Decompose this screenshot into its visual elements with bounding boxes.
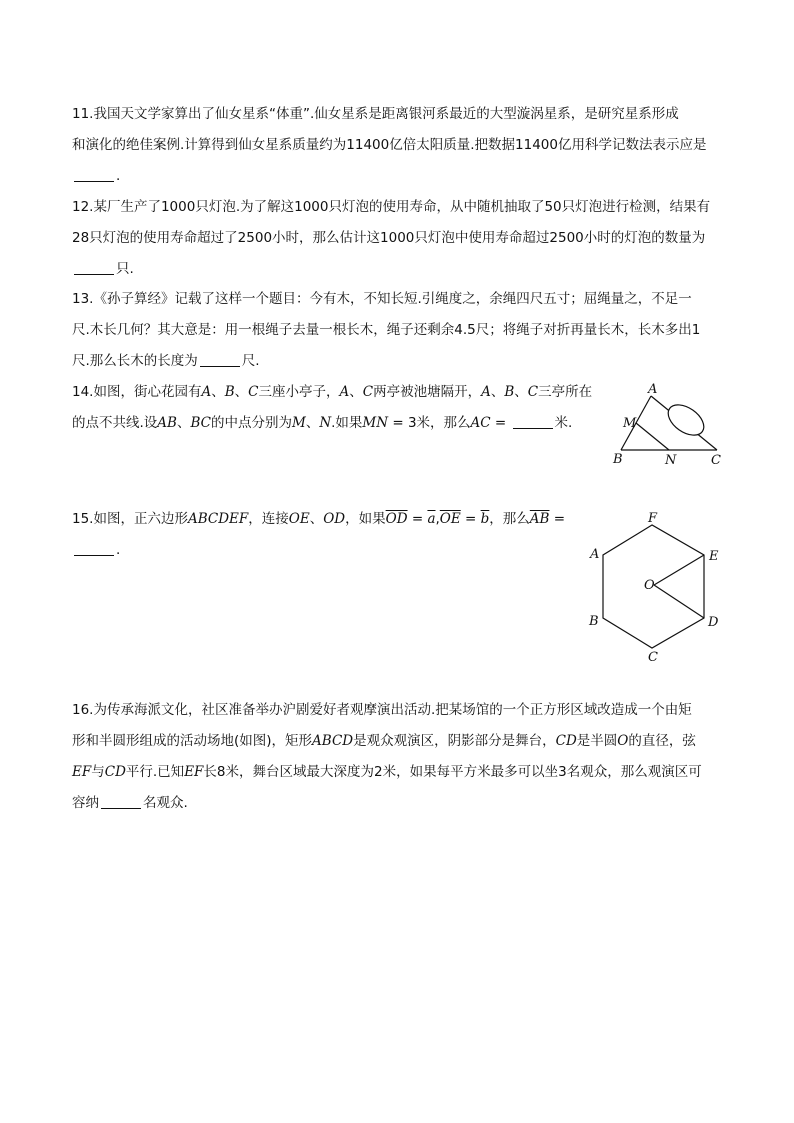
answer-blank[interactable] bbox=[74, 260, 114, 275]
question-12-line-2: 28只灯泡的使用寿命超过了2500小时，那么估计这1000只灯泡中使用寿命超过2500小时的灯泡的数量为 bbox=[72, 230, 706, 246]
question-16-line-2: 形和半圆形组成的活动场地(如图)，矩形ABCD是观众观演区，阴影部分是舞台，CD是半圆O的直径，弦 bbox=[72, 733, 696, 749]
question-14-line-1: 14.如图，街心花园有A、B、C三座小亭子，A、C两亭被池塘隔开，A、B、C三亭所在 bbox=[72, 384, 593, 400]
label-m: M bbox=[623, 416, 637, 431]
triangle-pond-figure bbox=[605, 380, 735, 470]
label-d: D bbox=[708, 615, 719, 630]
label-e: E bbox=[709, 549, 719, 564]
question-16-line-3: EF与CD平行.已知EF长8米，舞台区域最大深度为2米，如果每平方米最多可以坐3名观众，那么观演区可 bbox=[72, 764, 702, 780]
question-13-line-2: 尺.木长几何？其大意是：用一根绳子去量一根长木，绳子还剩余4.5尺；将绳子对折再量长木，长木多出1 bbox=[72, 322, 701, 338]
label-b: B bbox=[613, 452, 623, 467]
question-14-line-2: 的点不共线.设AB、BC的中点分别为M、N.如果MN = 3米，那么AC = 米. bbox=[72, 415, 573, 431]
segment-oe bbox=[654, 555, 704, 585]
question-12-line-1: 12.某厂生产了1000只灯泡.为了解这1000只灯泡的使用寿命，从中随机抽取了50只灯泡进行检测，结果有 bbox=[72, 199, 711, 215]
answer-blank[interactable] bbox=[200, 352, 240, 367]
pond-shape bbox=[663, 399, 710, 442]
question-14 bbox=[72, 377, 592, 439]
question-13 bbox=[72, 284, 700, 377]
answer-blank[interactable] bbox=[101, 794, 141, 809]
question-15 bbox=[72, 504, 565, 566]
question-12 bbox=[72, 192, 710, 285]
label-b: B bbox=[589, 614, 599, 629]
label-c: C bbox=[648, 650, 658, 665]
question-13-line-3: 尺.那么长木的长度为 尺. bbox=[72, 353, 260, 369]
question-11 bbox=[72, 99, 706, 192]
label-c: C bbox=[711, 453, 721, 468]
label-o: O bbox=[644, 578, 655, 593]
question-16-line-1: 16.为传承海派文化，社区准备举办沪剧爱好者观摩演出活动.把某场馆的一个正方形区域改造成一个由矩 bbox=[72, 702, 692, 718]
question-16-line-4: 容纳 名观众. bbox=[72, 795, 188, 811]
question-15-line-2: . bbox=[72, 535, 565, 566]
hexagon-figure bbox=[582, 508, 732, 668]
question-13-line-1: 13.《孙子算经》记载了这样一个题目：今有木，不知长短.引绳度之，余绳四尺五寸；屈绳量之，不足一 bbox=[72, 291, 692, 307]
question-12-line-3: 只. bbox=[72, 254, 710, 285]
label-f: F bbox=[648, 511, 658, 526]
answer-blank[interactable] bbox=[74, 167, 114, 182]
label-a: A bbox=[590, 547, 600, 562]
answer-blank[interactable] bbox=[513, 414, 553, 429]
question-11-line-1: 11.我国天文学家算出了仙女星系“体重”.仙女星系是距离银河系最近的大型漩涡星系，是研究星系形成 bbox=[72, 106, 679, 122]
question-11-line-2: 和演化的绝佳案例.计算得到仙女星系质量约为11400亿倍太阳质量.把数据11400亿用科学记数法表示应是 bbox=[72, 137, 707, 153]
midline-mn bbox=[636, 423, 669, 450]
question-15-line-1: 15.如图，正六边形ABCDEF，连接OE、OD，如果$\overline{OD} = \overline{a},\overline{OE} = \overline{b}$，那么$\overline{AB}$ = bbox=[72, 511, 566, 527]
answer-blank[interactable] bbox=[74, 541, 114, 556]
question-11-line-3: . bbox=[72, 161, 706, 192]
question-16 bbox=[72, 695, 702, 819]
label-a: A bbox=[648, 382, 658, 397]
label-n: N bbox=[665, 453, 677, 468]
segment-od bbox=[654, 585, 704, 618]
